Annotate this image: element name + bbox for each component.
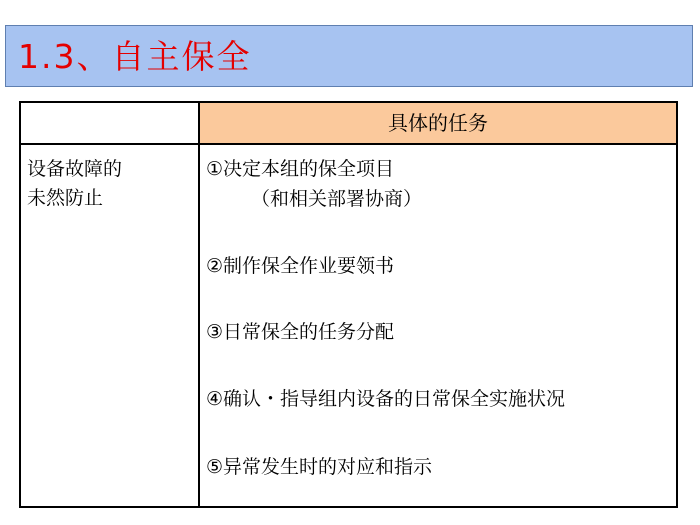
task-item-3: ③日常保全的任务分配: [206, 321, 395, 343]
header-divider: [21, 143, 676, 145]
task-item-4: ④确认・指导组内设备的日常保全实施状况: [206, 388, 566, 410]
category-cell: [27, 155, 193, 213]
task-item-1: ①决定本组的保全项目: [206, 158, 395, 180]
category-line-2: 未然防止: [27, 187, 104, 209]
header-right-cell: [200, 103, 676, 143]
task-table: [19, 101, 678, 508]
task-item-5: ⑤异常发生时的对应和指示: [206, 456, 433, 478]
task-item-1-note: （和相关部署协商）: [251, 188, 423, 210]
slide-title: 1.3、自主保全: [18, 37, 252, 76]
task-item-2: ②制作保全作业要领书: [206, 255, 395, 277]
category-line-1: 设备故障的: [27, 158, 123, 180]
header-left-cell: [21, 103, 198, 143]
title-bar: [5, 25, 693, 87]
header-tasks-label: 具体的任务: [388, 111, 488, 135]
column-divider: [198, 103, 200, 506]
